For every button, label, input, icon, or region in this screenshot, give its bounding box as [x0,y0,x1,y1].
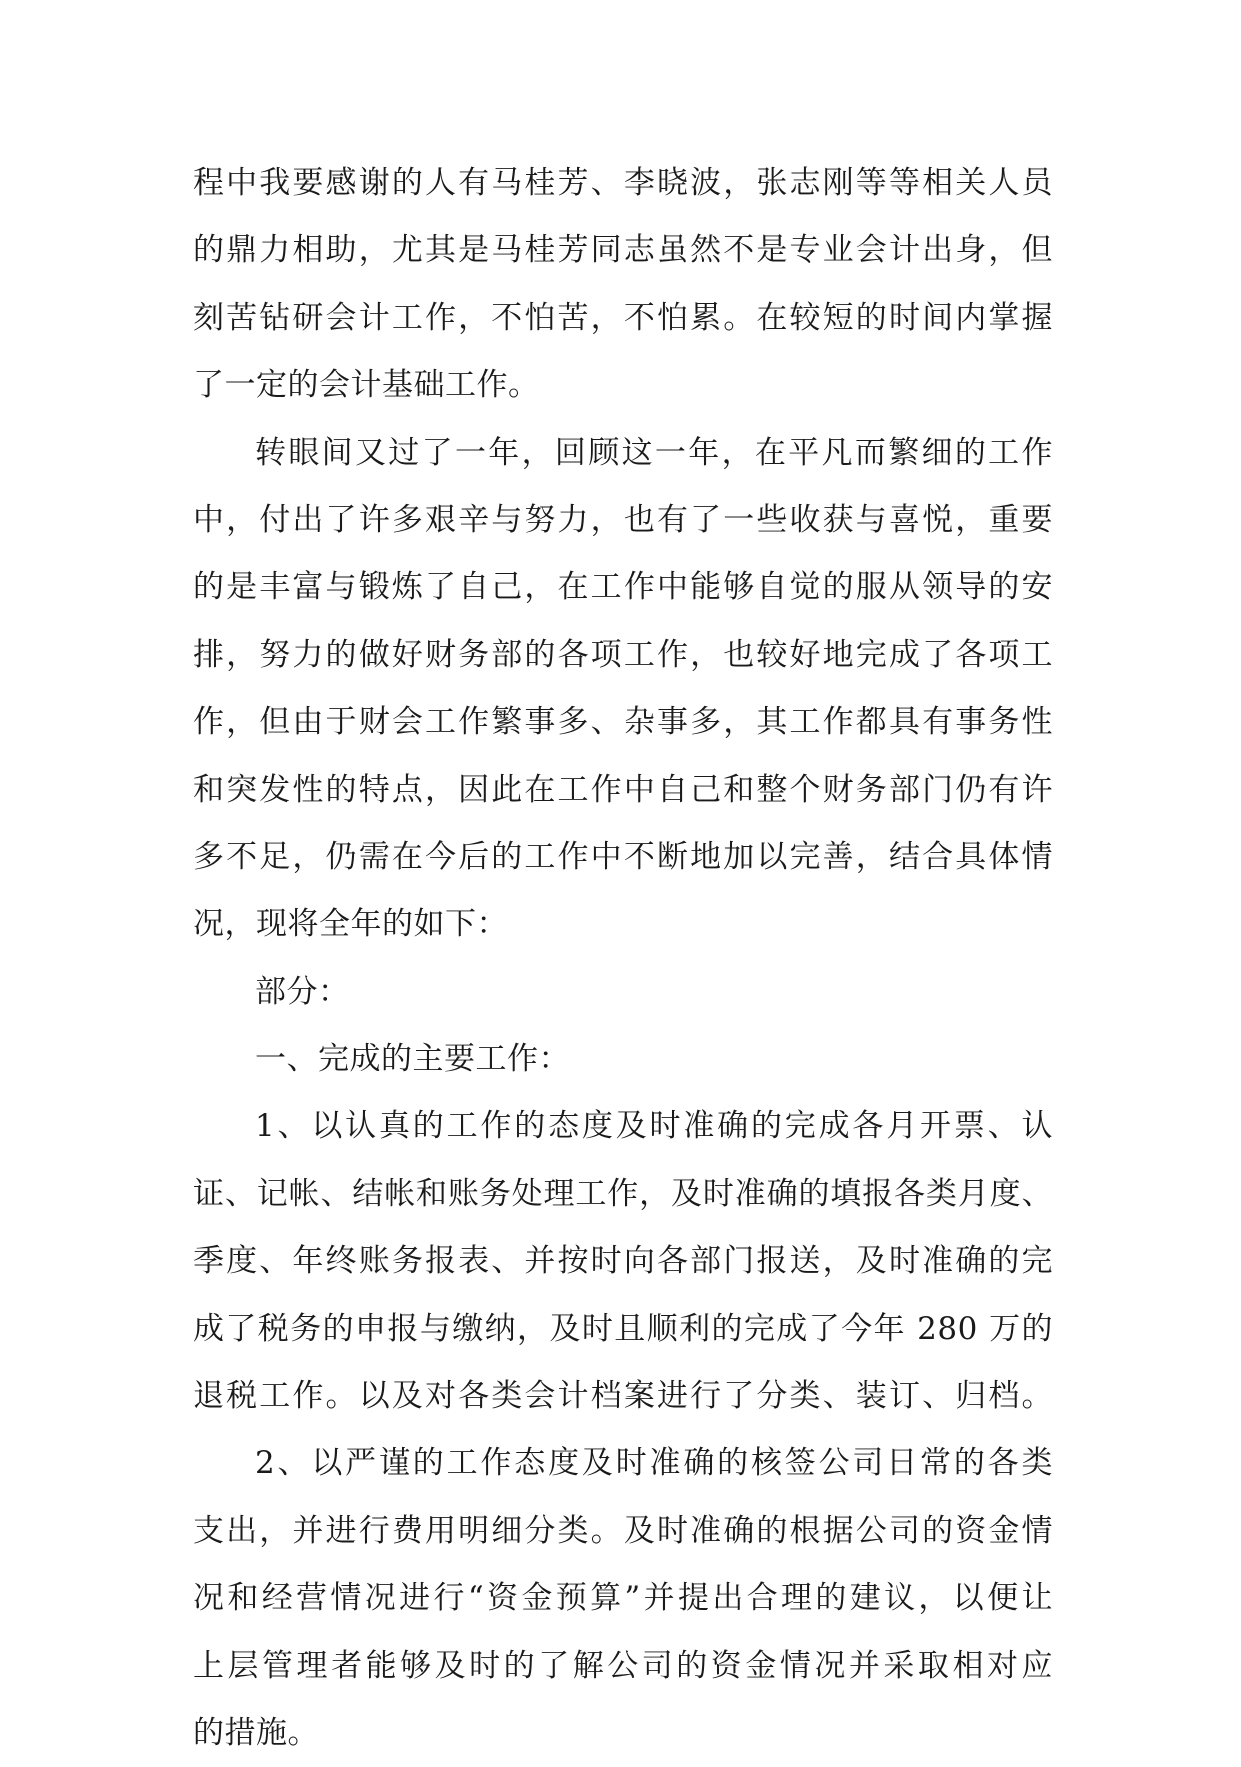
text-line: 1、以认真的工作的态度及时准确的完成各月开票、认 [255,1108,1053,1145]
text-line: 的是丰富与锻炼了自己，在工作中能够自觉的服从领导的安 [193,569,1053,606]
text-line: 退税工作。以及对各类会计档案进行了分类、装订、归档。 [193,1378,1053,1415]
text-line: 刻苦钻研会计工作，不怕苦，不怕累。在较短的时间内掌握 [193,299,1053,336]
text-line: 证、记帐、结帐和账务处理工作，及时准确的填报各类月度、 [193,1175,1053,1212]
text-line: 况，现将全年的如下： [193,906,508,943]
text-line: 的措施。 [193,1714,319,1751]
text-line: 中，付出了许多艰辛与努力，也有了一些收获与喜悦，重要 [193,501,1053,538]
text-line: 和突发性的特点，因此在工作中自己和整个财务部门仍有许 [193,771,1053,808]
text-line: 一、完成的主要工作： [255,1041,570,1078]
text-line: 部分： [255,973,350,1010]
text-line: 2、以严谨的工作态度及时准确的核签公司日常的各类 [255,1445,1053,1482]
text-line: 程中我要感谢的人有马桂芳、李晓波，张志刚等等相关人员 [193,165,1053,201]
text-line: 况和经营情况进行“资金预算”并提出合理的建议，以便让 [193,1580,1053,1617]
text-line: 作，但由于财会工作繁事多、杂事多，其工作都具有事务性 [193,704,1053,741]
text-line: 了一定的会计基础工作。 [193,367,540,404]
text-line: 转眼间又过了一年，回顾这一年，在平凡而繁细的工作 [255,434,1053,471]
text-line: 支出，并进行费用明细分类。及时准确的根据公司的资金情 [193,1512,1053,1549]
text-line: 排，努力的做好财务部的各项工作，也较好地完成了各项工 [193,636,1053,673]
text-line: 成了税务的申报与缴纳，及时且顺利的完成了今年 280 万的 [193,1310,1053,1347]
text-line: 季度、年终账务报表、并按时向各部门报送，及时准确的完 [193,1243,1053,1280]
text-line: 上层管理者能够及时的了解公司的资金情况并采取相对应 [193,1647,1053,1684]
text-line: 的鼎力相助，尤其是马桂芳同志虽然不是专业会计出身，但 [193,232,1053,269]
document-body [193,150,1053,1767]
text-line: 多不足，仍需在今后的工作中不断地加以完善，结合具体情 [193,838,1053,875]
